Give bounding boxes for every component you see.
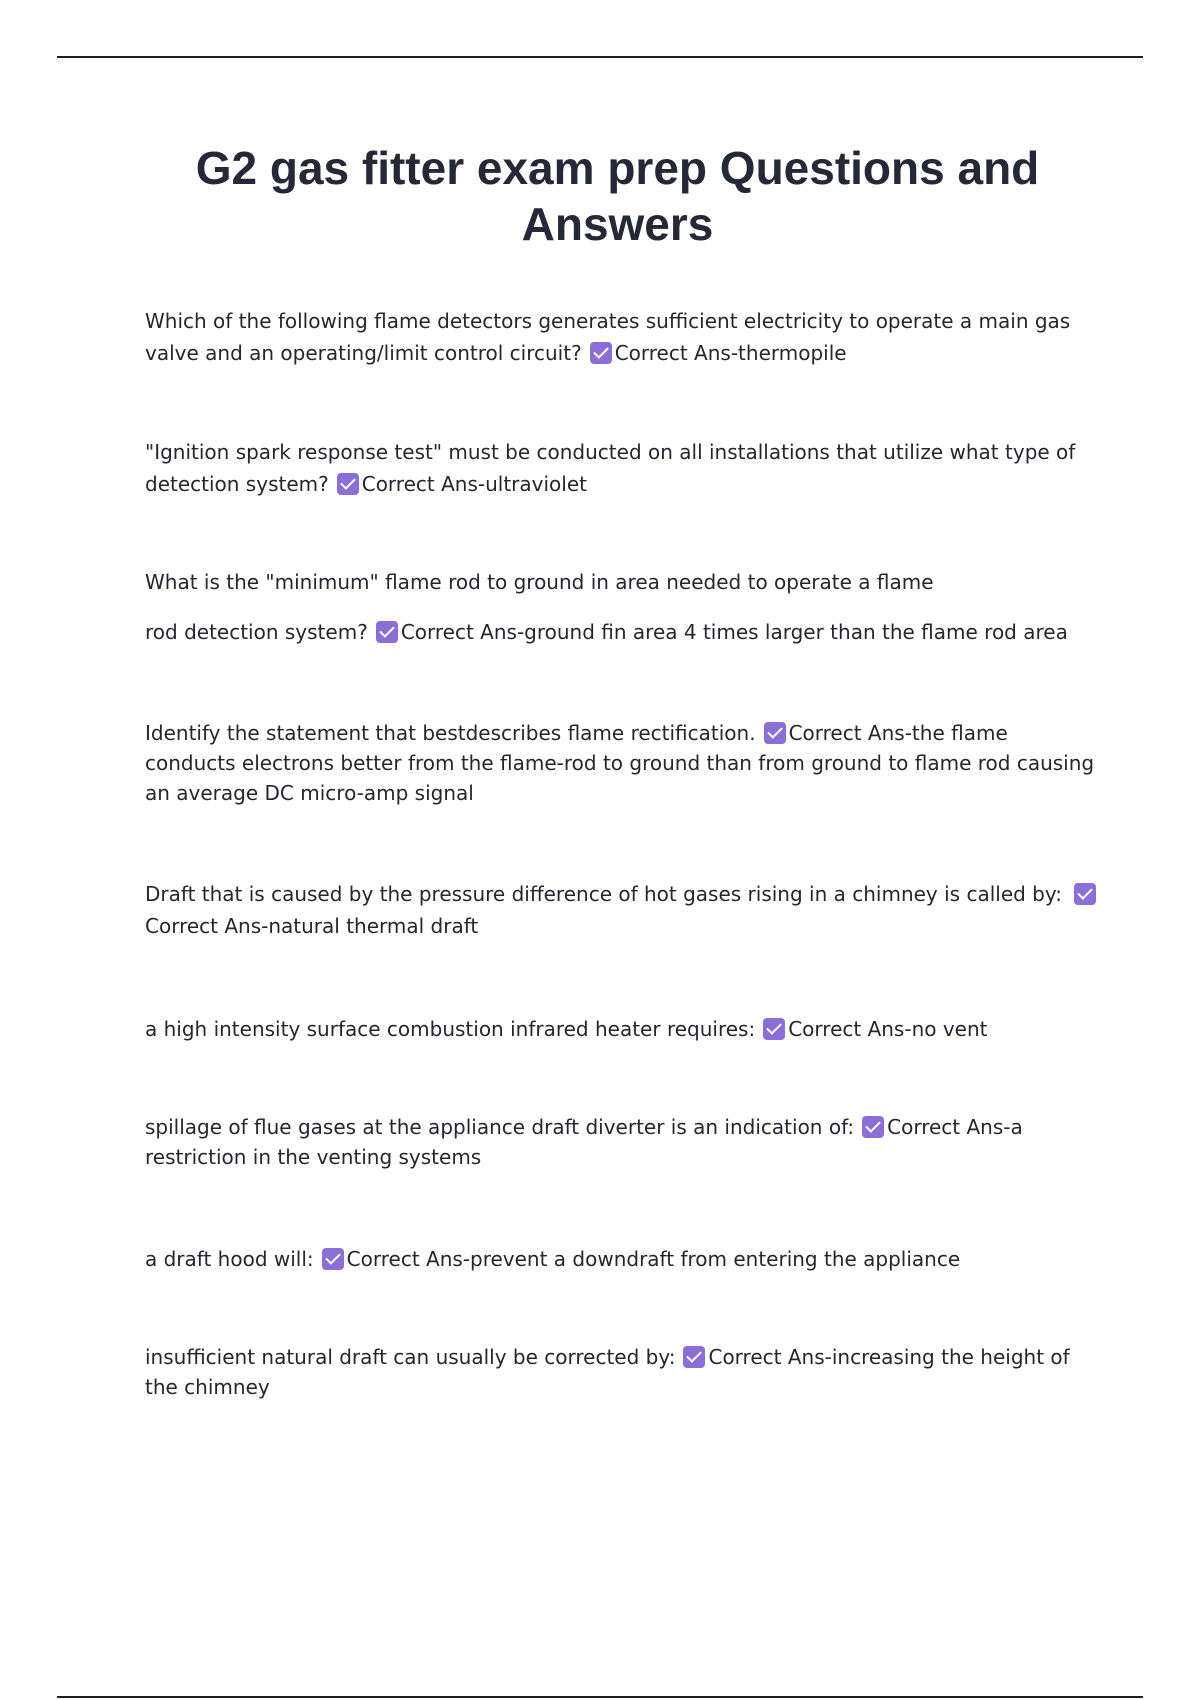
check-icon — [764, 722, 786, 744]
qa-item-2 — [145, 436, 1100, 500]
answer-text: Correct Ans-natural thermal draft — [145, 914, 479, 938]
answer-text: Correct Ans-prevent a downdraft from entering the appliance — [346, 1247, 961, 1271]
question-text: Identify the statement that bestdescribes flame rectification. — [145, 721, 756, 745]
question-text: a high intensity surface combustion infrared heater requires: — [145, 1017, 756, 1041]
answer-text: Correct Ans-ground fin area 4 times larger than the flame rod area — [400, 620, 1068, 644]
qa-item-8 — [145, 1243, 1100, 1275]
answer-text: Correct Ans-the flame conducts electrons better from the flame-rod to ground than from ground to flame rod causing an average DC micro-amp signal — [145, 721, 1095, 805]
question-text: "Ignition spark response test" must be conducted on all installations that utilize what type of detection system? — [145, 440, 1076, 496]
check-icon — [763, 1018, 785, 1040]
question-text: spillage of flue gases at the appliance draft diverter is an indication of: — [145, 1115, 855, 1139]
check-icon — [322, 1248, 344, 1270]
qa-item-7 — [145, 1112, 1100, 1172]
question-text: insufficient natural draft can usually be corrected by: — [145, 1345, 676, 1369]
answer-text: Correct Ans-thermopile — [614, 341, 847, 365]
qa-item-1 — [145, 305, 1100, 369]
question-text: a draft hood will: — [145, 1247, 314, 1271]
check-icon — [337, 473, 359, 495]
bottom-divider — [57, 1696, 1143, 1698]
check-icon — [1074, 883, 1096, 905]
question-text-line-2-wrap — [145, 616, 1100, 648]
qa-item-9 — [145, 1342, 1100, 1402]
question-text-line-1: What is the "minimum" flame rod to ground in area needed to operate a flame — [145, 570, 934, 594]
answer-text: Correct Ans-no vent — [788, 1017, 988, 1041]
check-icon — [683, 1346, 705, 1368]
check-icon — [862, 1116, 884, 1138]
check-icon — [376, 621, 398, 643]
answer-text: Correct Ans-increasing the height of the chimney — [145, 1345, 1070, 1399]
question-text-line-2: rod detection system? — [145, 620, 368, 644]
question-text: Which of the following flame detectors generates sufficient electricity to operate a main gas valve and an operating/limit control circuit? — [145, 309, 1071, 365]
question-text: Draft that is caused by the pressure difference of hot gases rising in a chimney is called by: — [145, 882, 1062, 906]
qa-item-5 — [145, 878, 1100, 942]
qa-item-4 — [145, 718, 1100, 808]
top-divider — [57, 56, 1143, 58]
answer-text: Correct Ans-a restriction in the venting systems — [145, 1115, 1023, 1169]
qa-item-3 — [145, 566, 1100, 648]
page-title: G2 gas fitter exam prep Questions and Answers — [195, 142, 1040, 250]
check-icon — [590, 342, 612, 364]
qa-item-6 — [145, 1013, 1100, 1045]
answer-text: Correct Ans-ultraviolet — [361, 472, 587, 496]
